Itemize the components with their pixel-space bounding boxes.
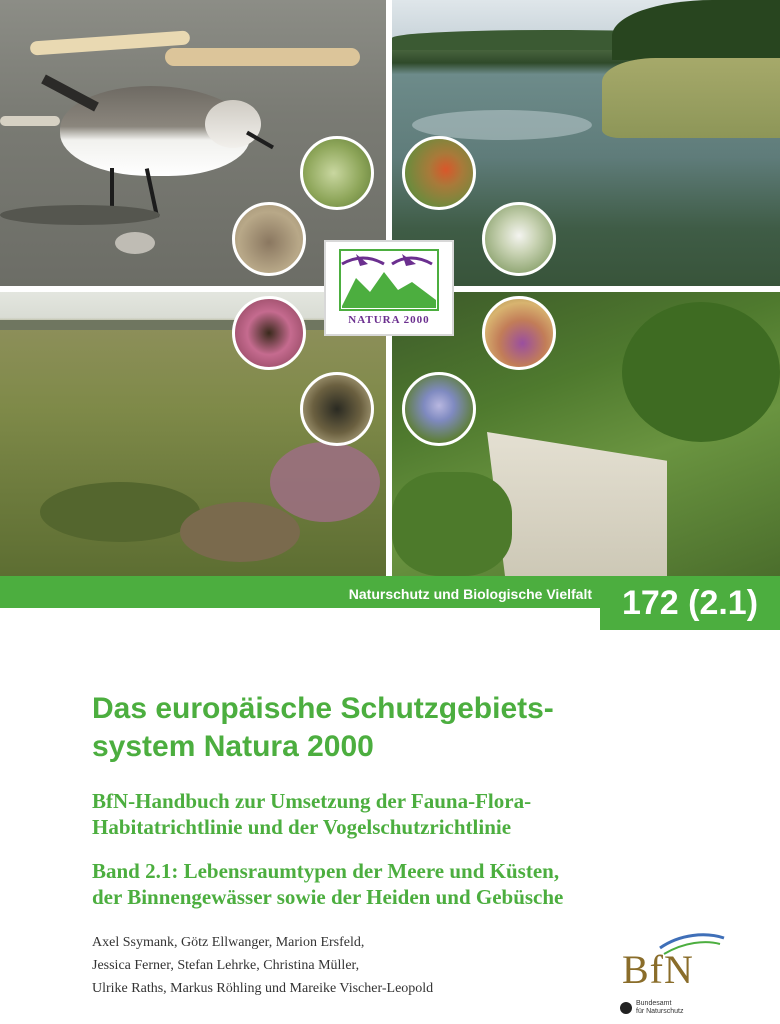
author-line-3: Ulrike Raths, Markus Röhling und Mareike Vischer-Leopold [92,981,434,996]
subtitle-line-1: BfN-Handbuch zur Umsetzung der Fauna-Flora- [92,789,532,813]
inset-white-flower [482,202,556,276]
inset-insect-sand [232,202,306,276]
volume-line-1: Band 2.1: Lebensraumtypen der Meere und Küsten, [92,859,560,883]
volume-line-2: der Binnengewässer sowie der Heiden und Gebüsche [92,885,564,909]
inset-purple-flower [482,296,556,370]
bfn-caption [636,1000,683,1016]
subtitle [92,788,752,840]
inset-blue-flowers [402,372,476,446]
title-line-1: Das europäische Schutzgebiets- [92,692,554,725]
bfn-logo [620,928,730,1024]
subtitle-line-2: Habitatrichtlinie und der Vogelschutzrichtlinie [92,815,512,839]
natura-2000-logo-text: NATURA 2000 [348,314,430,326]
bfn-eagle-icon [620,1002,632,1014]
bfn-caption-line-2: für Naturschutz [636,1008,684,1015]
title-line-2: system Natura 2000 [92,730,374,763]
bfn-caption-line-1: Bundesamt [636,1000,672,1007]
page-title [92,690,732,766]
author-line-2: Jessica Ferner, Stefan Lehrke, Christina Müller, [92,958,360,973]
series-label: Naturschutz und Biologische Vielfalt [348,586,592,602]
inset-beetle-larvae [300,372,374,446]
series-number: 172 (2.1) [600,576,780,630]
author-list [92,931,592,1000]
inset-bee-flower [232,296,306,370]
bfn-logo-text: BfN [622,947,694,992]
inset-orange-insect [402,136,476,210]
volume-title [92,858,772,910]
natura-2000-logo [324,240,454,336]
author-line-1: Axel Ssymank, Götz Ellwanger, Marion Ersfeld, [92,935,365,950]
inset-leaf-beetle [300,136,374,210]
